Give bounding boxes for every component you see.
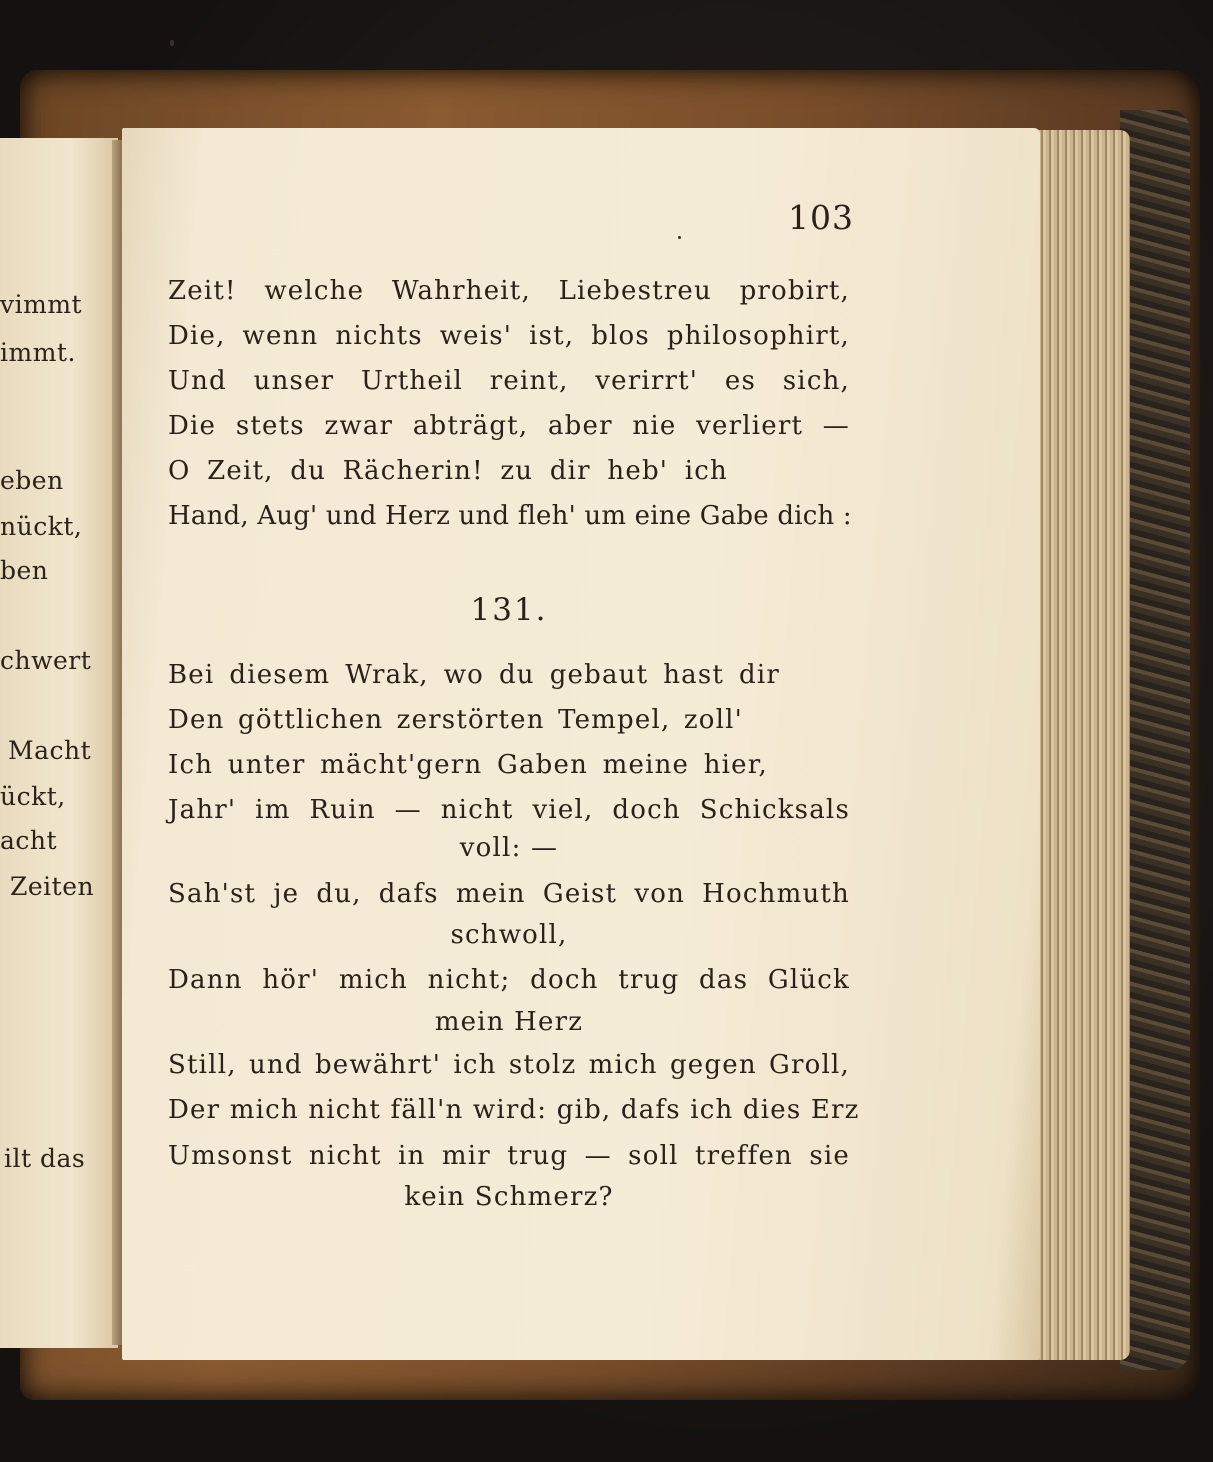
stanza-number: 131. xyxy=(470,592,548,628)
verse-line: Sah'st je du, dafs mein Geist von Hochmuth xyxy=(168,879,850,909)
dust-speck xyxy=(170,40,174,46)
verse-line: Die stets zwar abträgt, aber nie verliert — xyxy=(168,411,850,441)
verse-line: Dann hör' mich nicht; doch trug das Glück xyxy=(168,965,850,995)
left-fragment: eben xyxy=(0,466,64,495)
left-fragment: immt. xyxy=(0,338,76,367)
verse-line-continued: kein Schmerz? xyxy=(404,1182,614,1212)
verse-line: Bei diesem Wrak, wo du gebaut hast dir xyxy=(168,660,780,690)
left-fragment: chwert xyxy=(0,646,92,675)
verse-line: Der mich nicht fäll'n wird: gib, dafs ich dies Erz xyxy=(168,1095,860,1125)
left-fragment: ilt das xyxy=(4,1144,86,1173)
left-fragment: ückt, xyxy=(0,782,66,811)
marbled-spine xyxy=(1120,110,1190,1370)
left-fragment: Zeiten xyxy=(10,872,95,901)
verse-line: Jahr' im Ruin — nicht viel, doch Schicksals xyxy=(168,795,850,825)
verse-line-continued: mein Herz xyxy=(434,1007,584,1037)
dust-speck xyxy=(678,236,681,239)
verse-line-continued: schwoll, xyxy=(450,920,568,950)
page-number: 103 xyxy=(788,198,854,237)
left-fragment: nückt, xyxy=(0,512,83,541)
left-page xyxy=(0,138,118,1348)
verse-line: Umsonst nicht in mir trug — soll treffen sie xyxy=(168,1141,850,1171)
page-edges xyxy=(1030,130,1130,1360)
verse-line: Ich unter mächt'gern Gaben meine hier, xyxy=(168,750,768,780)
left-fragment: acht xyxy=(0,826,58,855)
verse-line: Hand, Aug' und Herz und fleh' um eine Gabe dich : xyxy=(168,501,852,531)
verse-line: O Zeit, du Rächerin! zu dir heb' ich xyxy=(168,456,728,486)
verse-line: Die, wenn nichts weis' ist, blos philosophirt, xyxy=(168,321,850,351)
verse-line: Zeit! welche Wahrheit, Liebestreu probirt, xyxy=(168,276,850,306)
left-fragment: ben xyxy=(0,556,49,585)
verse-line-continued: voll: — xyxy=(459,833,559,863)
left-fragment: vimmt xyxy=(0,290,83,319)
left-fragment: Macht xyxy=(8,736,92,765)
verse-line: Und unser Urtheil reint, verirrt' es sich, xyxy=(168,366,850,396)
verse-line: Den göttlichen zerstörten Tempel, zoll' xyxy=(168,705,743,735)
verse-line: Still, und bewährt' ich stolz mich gegen Groll, xyxy=(168,1050,850,1080)
right-page xyxy=(122,128,1040,1360)
